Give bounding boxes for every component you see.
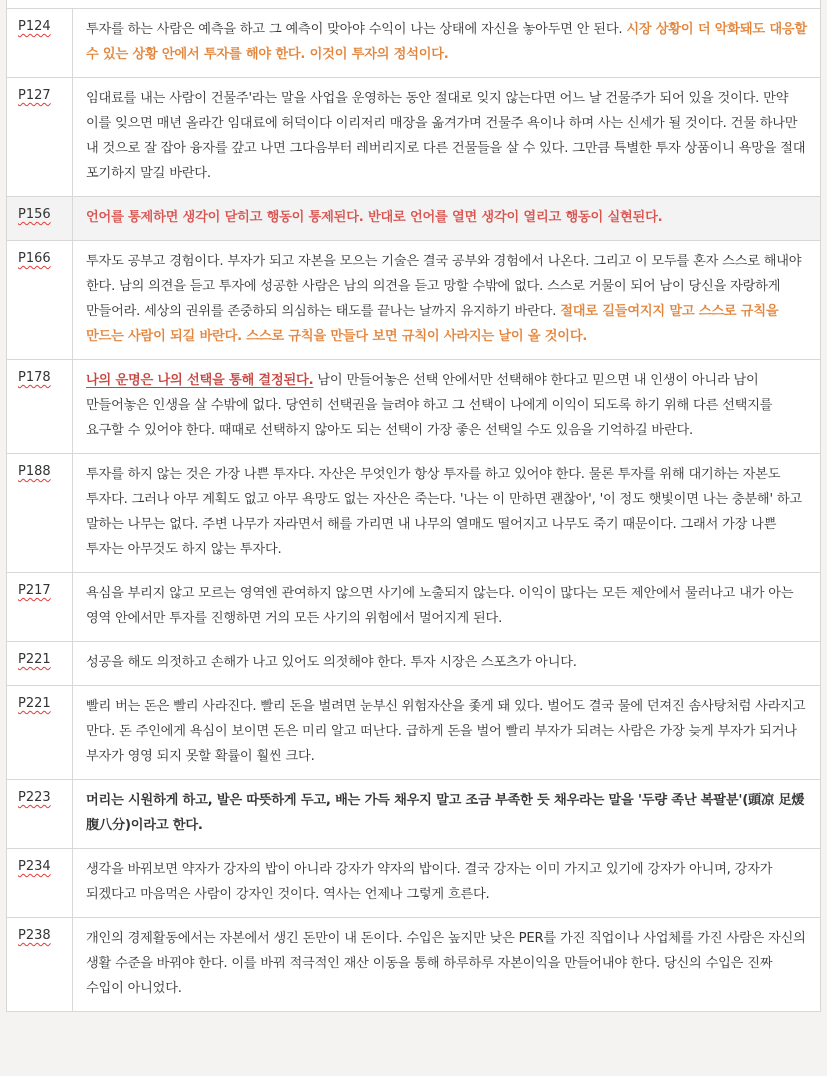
quote-cell bbox=[73, 241, 820, 359]
highlighted-text: 언어를 통제하면 생각이 닫히고 행동이 통제된다. 반대로 언어를 열면 생각이 열리고 행동이 실현된다. bbox=[86, 210, 663, 225]
table-row bbox=[7, 360, 820, 454]
page-number-cell bbox=[7, 918, 73, 1011]
quote-cell bbox=[73, 78, 820, 196]
page-number: P221 bbox=[18, 652, 51, 667]
highlighted-text: 절대로 길들여지지 말고 스스로 규칙을 만드는 사람이 되길 바란다. 스스로 규칙을 만들다 보면 규칙이 사라지는 날이 올 것이다. bbox=[86, 304, 779, 344]
page-number: P234 bbox=[18, 859, 51, 874]
page-number-cell bbox=[7, 454, 73, 572]
page-number-cell bbox=[7, 849, 73, 917]
table-row bbox=[7, 573, 820, 642]
table-row bbox=[7, 78, 820, 197]
highlighted-text: 머리는 시원하게 하고, 발은 따뜻하게 두고, 배는 가득 채우지 말고 조금 부족한 듯 채우라는 말을 '두량 족난 복팔분'(頭凉 足煖 腹八分)이라고 한다. bbox=[86, 793, 805, 833]
page-number: P166 bbox=[18, 251, 51, 266]
page-number-cell bbox=[7, 642, 73, 685]
quote-text: 투자를 하는 사람은 예측을 하고 그 예측이 맞아야 수익이 나는 상태에 자신을 놓아두면 안 된다. bbox=[86, 22, 627, 37]
quote-cell bbox=[73, 197, 820, 240]
page-number-cell bbox=[7, 9, 73, 77]
page-number-cell bbox=[7, 197, 73, 240]
page-number: P156 bbox=[18, 207, 51, 222]
quote-cell bbox=[73, 9, 820, 77]
quote-cell bbox=[73, 360, 820, 453]
page-number-cell bbox=[7, 241, 73, 359]
table-row bbox=[7, 686, 820, 780]
quote-cell bbox=[73, 686, 820, 779]
quote-cell bbox=[73, 918, 820, 1011]
page-number-cell bbox=[7, 686, 73, 779]
quote-text: 남이 만들어놓은 선택 안에서만 선택해야 한다고 믿으면 내 인생이 아니라 남이 만들어놓은 인생을 살 수밖에 없다. 당연히 선택권을 늘려야 하고 그 선택이 나에게 이익이 되도록 하기 위해 다른 선택지를 요구할 수 있어야 한다. 때때로 선택하지 않아도 되는 선택이 가장 좋은 선택일 수도 있음을 기억하길 바란다. bbox=[86, 373, 773, 438]
page-number-cell bbox=[7, 780, 73, 848]
page-number-cell bbox=[7, 573, 73, 641]
quote-text: 욕심을 부리지 않고 모르는 영역엔 관여하지 않으면 사기에 노출되지 않는다. 이익이 많다는 모든 제안에서 물러나고 내가 아는 영역 안에서만 투자를 진행하면 거의 모든 사기의 위험에서 멀어지게 된다. bbox=[86, 586, 794, 626]
table-row bbox=[7, 849, 820, 918]
quote-cell bbox=[73, 454, 820, 572]
quote-text: 임대료를 내는 사람이 건물주'라는 말을 사업을 운영하는 동안 절대로 잊지 않는다면 어느 날 건물주가 되어 있을 것이다. 만약 이를 잊으면 매년 올라간 임대료에 허덕이다 이리저리 매장을 옮겨가며 건물주 욕이나 하며 사는 신세가 될 것이다. 건물 하나만 내 것으로 잘 잡아 융자를 갚고 나면 그다음부터 레버리지로 다른 건물들을 살 수 있다. 그만큼 특별한 투자 상품이니 욕망을 절대 포기하지 말길 바란다. bbox=[86, 91, 806, 181]
table-row bbox=[7, 197, 820, 241]
page-number: P223 bbox=[18, 790, 51, 805]
highlighted-text: 나의 운명은 나의 선택을 통해 결정된다. bbox=[86, 373, 314, 388]
page-number: P221 bbox=[18, 696, 51, 711]
quote-text: 생각을 바꿔보면 약자가 강자의 밥이 아니라 강자가 약자의 밥이다. 결국 강자는 이미 가지고 있기에 강자가 아니며, 강자가 되겠다고 마음먹은 사람이 강자인 것이다. 역사는 언제나 그렇게 흐른다. bbox=[86, 862, 773, 902]
page-number: P124 bbox=[18, 19, 51, 34]
page-number: P217 bbox=[18, 583, 51, 598]
table-row bbox=[7, 918, 820, 1012]
table-row bbox=[7, 642, 820, 686]
table-row bbox=[7, 454, 820, 573]
quote-cell bbox=[73, 642, 820, 685]
quote-cell bbox=[73, 849, 820, 917]
page-number: P127 bbox=[18, 88, 51, 103]
highlighted-text: 시장 상황이 더 악화돼도 대응할 수 있는 상황 안에서 투자를 해야 한다. 이것이 투자의 정석이다. bbox=[86, 22, 807, 62]
notes-table bbox=[6, 0, 821, 1012]
page-number-cell bbox=[7, 78, 73, 196]
quote-text: 투자도 공부고 경험이다. 부자가 되고 자본을 모으는 기술은 결국 공부와 경험에서 나온다. 그리고 이 모두를 혼자 스스로 해내야 한다. 남의 의견을 듣고 투자에 성공한 사람은 남의 의견을 듣고 망할 수밖에 없다. 스스로 거물이 되어 남이 당신을 자랑하게 만들어라. 세상의 권위를 존중하되 의심하는 태도를 끝나는 날까지 유지하기 바란다. bbox=[86, 254, 802, 319]
table-row bbox=[7, 241, 820, 360]
quote-text: 개인의 경제활동에서는 자본에서 생긴 돈만이 내 돈이다. 수입은 높지만 낮은 PER를 가진 직업이나 사업체를 가진 사람은 자신의 생활 수준을 바꿔야 한다. 이를 바꿔 적극적인 재산 이동을 통해 하루하루 자본이익을 만들어내야 한다. 당신의 수입은 진짜 수입이 아니었다. bbox=[86, 931, 806, 996]
page-number: P188 bbox=[18, 464, 51, 479]
quote-text: 빨리 버는 돈은 빨리 사라진다. 빨리 돈을 벌려면 눈부신 위험자산을 좇게 돼 있다. 벌어도 결국 물에 던져진 솜사탕처럼 사라지고 만다. 돈 주인에게 욕심이 보이면 돈은 미리 알고 떠난다. 급하게 돈을 벌어 빨리 부자가 되려는 사람은 가장 늦게 부자가 되거나 부자가 영영 되지 못할 확률이 훨씬 크다. bbox=[86, 699, 806, 764]
table-row bbox=[7, 780, 820, 849]
page-number-cell bbox=[7, 360, 73, 453]
table-row bbox=[7, 8, 820, 78]
quote-cell bbox=[73, 780, 820, 848]
page-number: P178 bbox=[18, 370, 51, 385]
quote-text: 투자를 하지 않는 것은 가장 나쁜 투자다. 자산은 무엇인가 항상 투자를 하고 있어야 한다. 물론 투자를 위해 대기하는 자본도 투자다. 그러나 아무 계획도 없고 아무 욕망도 없는 자산은 죽는다. '나는 이 만하면 괜찮아', '이 정도 햇빛이면 나는 충분해' 하고 말하는 나무는 없다. 주변 나무가 자라면서 해를 가리면 내 나무의 열매도 떨어지고 나무도 죽기 때문이다. 그래서 가장 나쁜 투자는 아무것도 하지 않는 투자다. bbox=[86, 467, 802, 557]
quote-text: 성공을 해도 의젓하고 손해가 나고 있어도 의젓해야 한다. 투자 시장은 스포츠가 아니다. bbox=[86, 655, 577, 670]
quote-cell bbox=[73, 573, 820, 641]
page-number: P238 bbox=[18, 928, 51, 943]
